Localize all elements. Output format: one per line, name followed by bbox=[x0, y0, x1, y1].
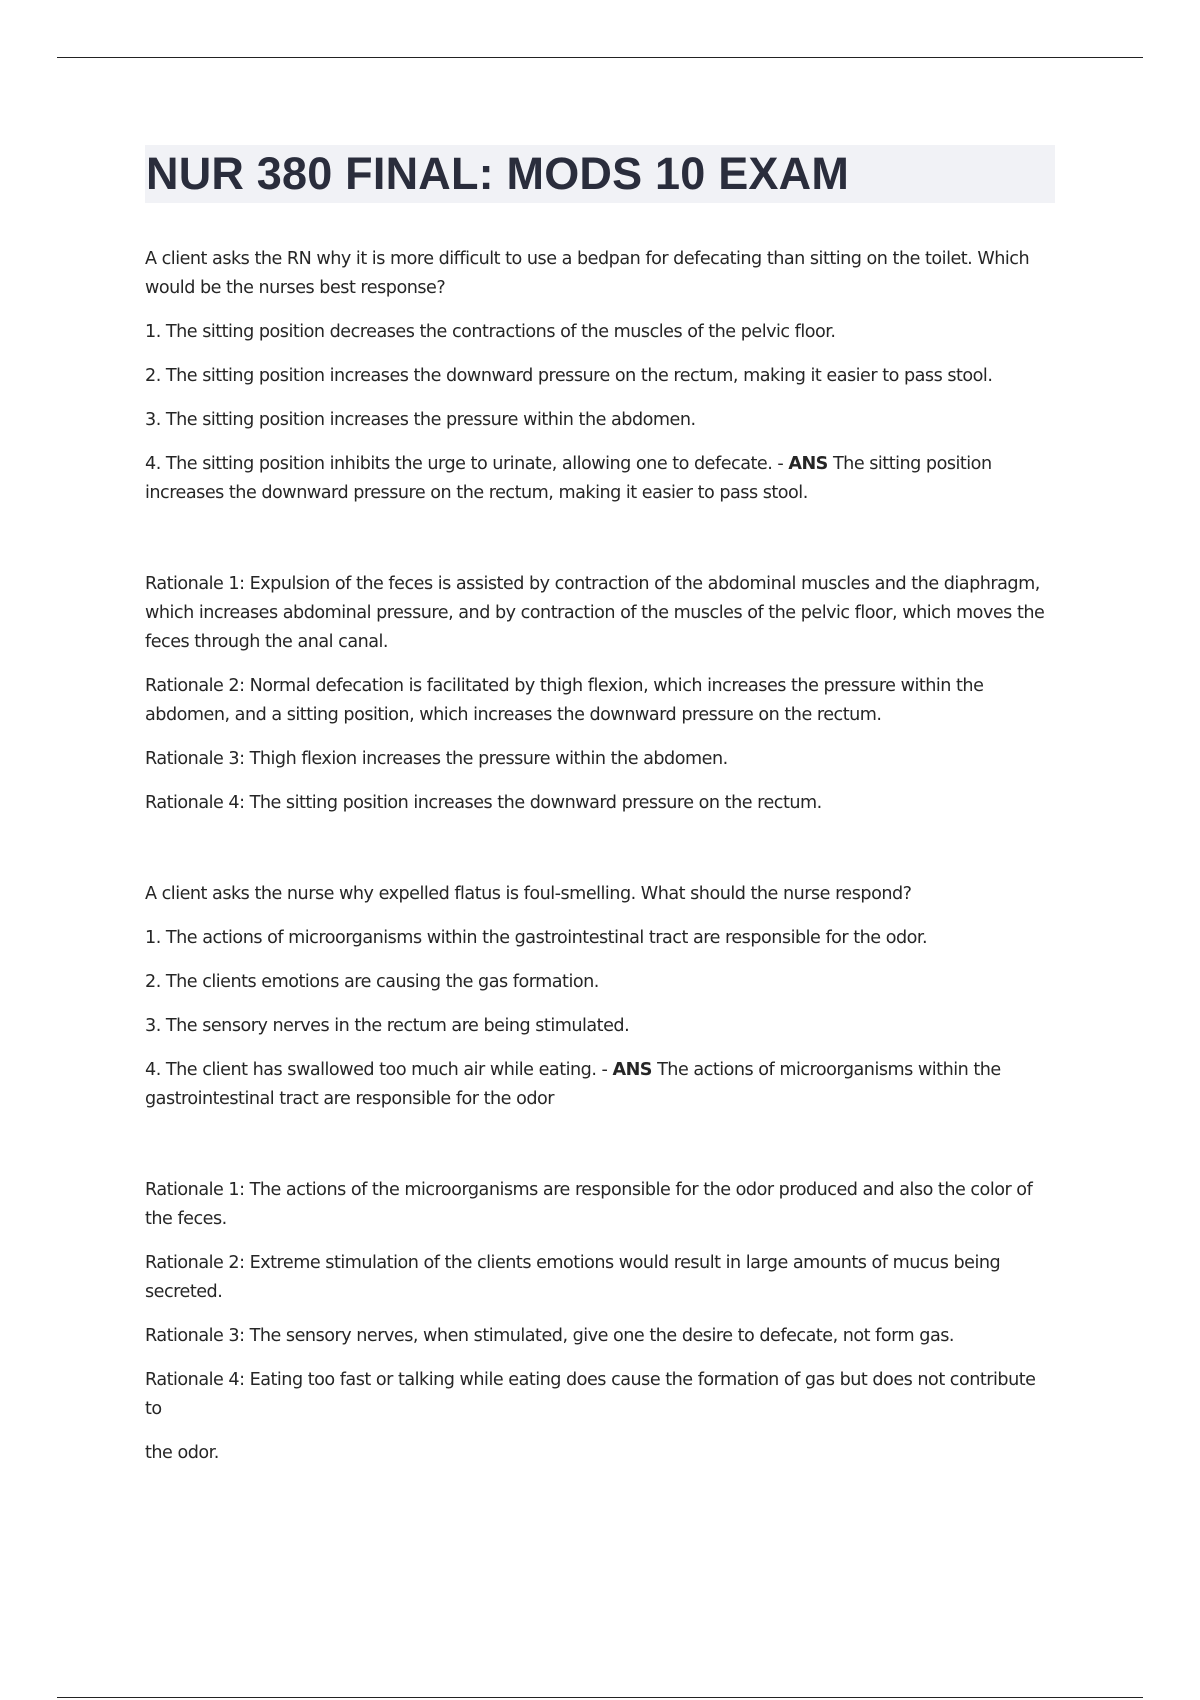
answer-option: 2. The sitting position increases the downward pressure on the rectum, making it easier to pass stool. bbox=[145, 366, 993, 386]
answer-option: 4. The sitting position inhibits the urge to urinate, allowing one to defecate. - bbox=[145, 454, 784, 474]
page-title: NUR 380 FINAL: MODS 10 EXAM bbox=[146, 148, 850, 199]
question-block-2 bbox=[145, 880, 1055, 1468]
correct-answer: The actions of microorganisms within the gastrointestinal tract are responsible for the odor bbox=[145, 1060, 1001, 1109]
spacer bbox=[145, 833, 1055, 880]
ans-marker: ANS bbox=[612, 1060, 652, 1080]
answer-option-with-answer bbox=[145, 450, 1055, 508]
spacer bbox=[145, 1129, 1055, 1176]
rationale-continuation: the odor. bbox=[145, 1443, 219, 1463]
rationale: Rationale 3: The sensory nerves, when stimulated, give one the desire to defecate, not form gas. bbox=[145, 1326, 954, 1346]
rationale: Rationale 2: Extreme stimulation of the clients emotions would result in large amounts of mucus being secreted. bbox=[145, 1253, 1001, 1302]
question-text: A client asks the RN why it is more difficult to use a bedpan for defecating than sitting on the toilet. Which would be the nurses best response? bbox=[145, 249, 1030, 298]
ans-marker: ANS bbox=[788, 454, 828, 474]
answer-option: 2. The clients emotions are causing the gas formation. bbox=[145, 972, 599, 992]
rationale: Rationale 1: The actions of the microorganisms are responsible for the odor produced and also the color of the feces. bbox=[145, 1180, 1033, 1229]
question-text: A client asks the nurse why expelled flatus is foul-smelling. What should the nurse respond? bbox=[145, 884, 912, 904]
answer-option: 1. The sitting position decreases the contractions of the muscles of the pelvic floor. bbox=[145, 322, 836, 342]
rationale: Rationale 4: The sitting position increases the downward pressure on the rectum. bbox=[145, 793, 822, 813]
answer-option: 4. The client has swallowed too much air while eating. - bbox=[145, 1060, 608, 1080]
answer-option: 1. The actions of microorganisms within the gastrointestinal tract are responsible for the odor. bbox=[145, 928, 928, 948]
answer-option-with-answer bbox=[145, 1056, 1055, 1114]
question-block-1 bbox=[145, 245, 1055, 818]
correct-answer: The sitting position increases the downward pressure on the rectum, making it easier to pass stool. bbox=[145, 454, 992, 503]
spacer bbox=[145, 523, 1055, 570]
top-rule bbox=[57, 57, 1143, 58]
rationale: Rationale 2: Normal defecation is facilitated by thigh flexion, which increases the pressure within the abdomen, and a sitting position, which increases the downward pressure on the rectum. bbox=[145, 676, 984, 725]
document-body bbox=[145, 245, 1055, 1483]
answer-option: 3. The sensory nerves in the rectum are being stimulated. bbox=[145, 1016, 630, 1036]
rationale: Rationale 3: Thigh flexion increases the pressure within the abdomen. bbox=[145, 749, 728, 769]
bottom-rule bbox=[57, 1697, 1143, 1698]
rationale: Rationale 1: Expulsion of the feces is assisted by contraction of the abdominal muscles and the diaphragm, which increases abdominal pressure, and by contraction of the muscles of the pelvic floor, which moves the feces through the anal canal. bbox=[145, 574, 1045, 652]
rationale: Rationale 4: Eating too fast or talking while eating does cause the formation of gas but does not contribute to bbox=[145, 1370, 1036, 1419]
answer-option: 3. The sitting position increases the pressure within the abdomen. bbox=[145, 410, 696, 430]
